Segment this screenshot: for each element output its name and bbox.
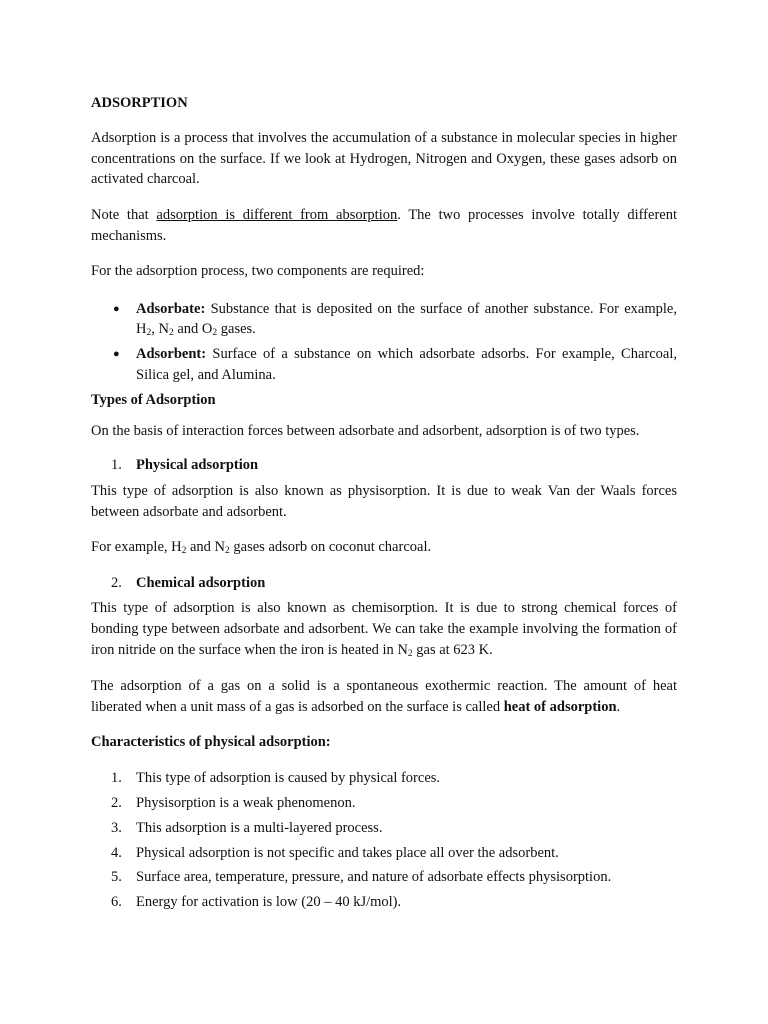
document-title: ADSORPTION — [91, 95, 188, 111]
list-item-adsorbent — [91, 344, 677, 386]
physical-example — [91, 537, 677, 558]
physical-heading: Physical adsorption — [136, 457, 259, 474]
adsorbate-term: Adsorbate: — [136, 300, 206, 317]
list-number: 1. — [111, 770, 122, 787]
n2-subscript: 2 — [168, 328, 174, 339]
characteristics-list — [91, 768, 677, 913]
heat-text: The adsorption of a gas on a solid is a spontaneous exothermic reaction. The amount of heat liberated when a unit mass of a gas is adsorbed on the surface is called — [91, 677, 677, 715]
n2-subscript: 2 — [407, 648, 413, 659]
list-item-text: Energy for activation is low (20 – 40 kJ/mol). — [136, 894, 402, 911]
n2-subscript: 2 — [225, 545, 230, 556]
list-item — [91, 818, 677, 839]
adsorbent-term: Adsorbent: — [136, 346, 207, 363]
list-number: 2. — [111, 574, 122, 591]
list-item-adsorbate — [91, 299, 677, 341]
bullet-icon: ● — [113, 348, 120, 361]
adsorbate-text-3: and O — [173, 321, 213, 338]
characteristics-heading: Characteristics of physical adsorption: — [91, 734, 331, 751]
adsorbent-text: Surface of a substance on which adsorbate adsorbs. For example, Charcoal, Silica gel, and Alumina. — [136, 346, 677, 383]
physical-description: This type of adsorption is also known as physisorption. It is due to weak Van der Waals forces between adsorbate and adsorbent. — [91, 483, 677, 520]
adsorbate-text-2: , N — [151, 321, 169, 338]
list-number: 6. — [111, 894, 122, 911]
list-item-text: Physisorption is a weak phenomenon. — [136, 794, 356, 811]
example-text: For example, H — [91, 538, 182, 555]
intro-paragraph: Adsorption is a process that involves the accumulation of a substance in molecular species in higher concentrations on the surface. If we look at Hydrogen, Nitrogen and Oxygen, these gases adsorb on activated charcoal. — [91, 129, 677, 188]
note-suffix: . The two processes involve totally different mechanisms. — [91, 207, 677, 244]
list-item — [91, 892, 677, 913]
list-number: 4. — [111, 844, 122, 861]
list-number: 2. — [111, 794, 122, 811]
list-item-text: This adsorption is a multi-layered process. — [136, 819, 383, 836]
heat-paragraph — [91, 676, 677, 718]
types-heading: Types of Adsorption — [91, 391, 216, 408]
list-item — [91, 768, 677, 789]
note-underlined-text: adsorption is different from absorption — [156, 207, 398, 224]
list-number: 1. — [111, 457, 122, 474]
chemical-heading: Chemical adsorption — [136, 574, 266, 591]
heat-of-adsorption-term: heat of adsorption — [503, 698, 617, 715]
adsorbate-text-4: gases. — [217, 321, 256, 338]
components-list — [91, 299, 677, 386]
document-body — [91, 93, 677, 913]
note-paragraph — [91, 205, 677, 247]
types-intro: On the basis of interaction forces between adsorbate and adsorbent, adsorption is of two types. — [91, 422, 640, 439]
list-number: 5. — [111, 869, 122, 886]
example-text-2: and N — [186, 538, 226, 555]
o2-subscript: 2 — [212, 328, 218, 339]
chemical-text-2: gas at 623 K. — [412, 641, 493, 658]
heat-text-end: . — [616, 698, 621, 715]
h2-subscript: 2 — [181, 545, 187, 556]
bullet-icon: ● — [113, 302, 120, 315]
list-number: 3. — [111, 819, 122, 836]
list-item-text: Physical adsorption is not specific and takes place all over the adsorbent. — [136, 844, 559, 861]
adsorbate-text: Substance that is deposited on the surface of another substance. For example, H — [136, 300, 677, 338]
list-item — [91, 793, 677, 814]
chemical-heading-item — [91, 573, 677, 594]
list-item-text: Surface area, temperature, pressure, and nature of adsorbate effects physisorption. — [136, 869, 612, 886]
list-item-text: This type of adsorption is caused by physical forces. — [136, 770, 441, 787]
physical-heading-item — [91, 455, 677, 476]
components-intro: For the adsorption process, two components are required: — [91, 262, 425, 279]
h2-subscript: 2 — [146, 328, 152, 339]
list-item — [91, 867, 677, 888]
chemical-description — [91, 598, 677, 660]
example-text-3: gases adsorb on coconut charcoal. — [229, 538, 432, 555]
list-item — [91, 843, 677, 864]
note-prefix: Note that — [91, 207, 157, 224]
chemical-text: This type of adsorption is also known as chemisorption. It is due to strong chemical forces of bonding type between adsorbate and adsorbent. We can take the example involving the formation of iron nitride on the surface when the iron is heated in N — [91, 600, 677, 658]
